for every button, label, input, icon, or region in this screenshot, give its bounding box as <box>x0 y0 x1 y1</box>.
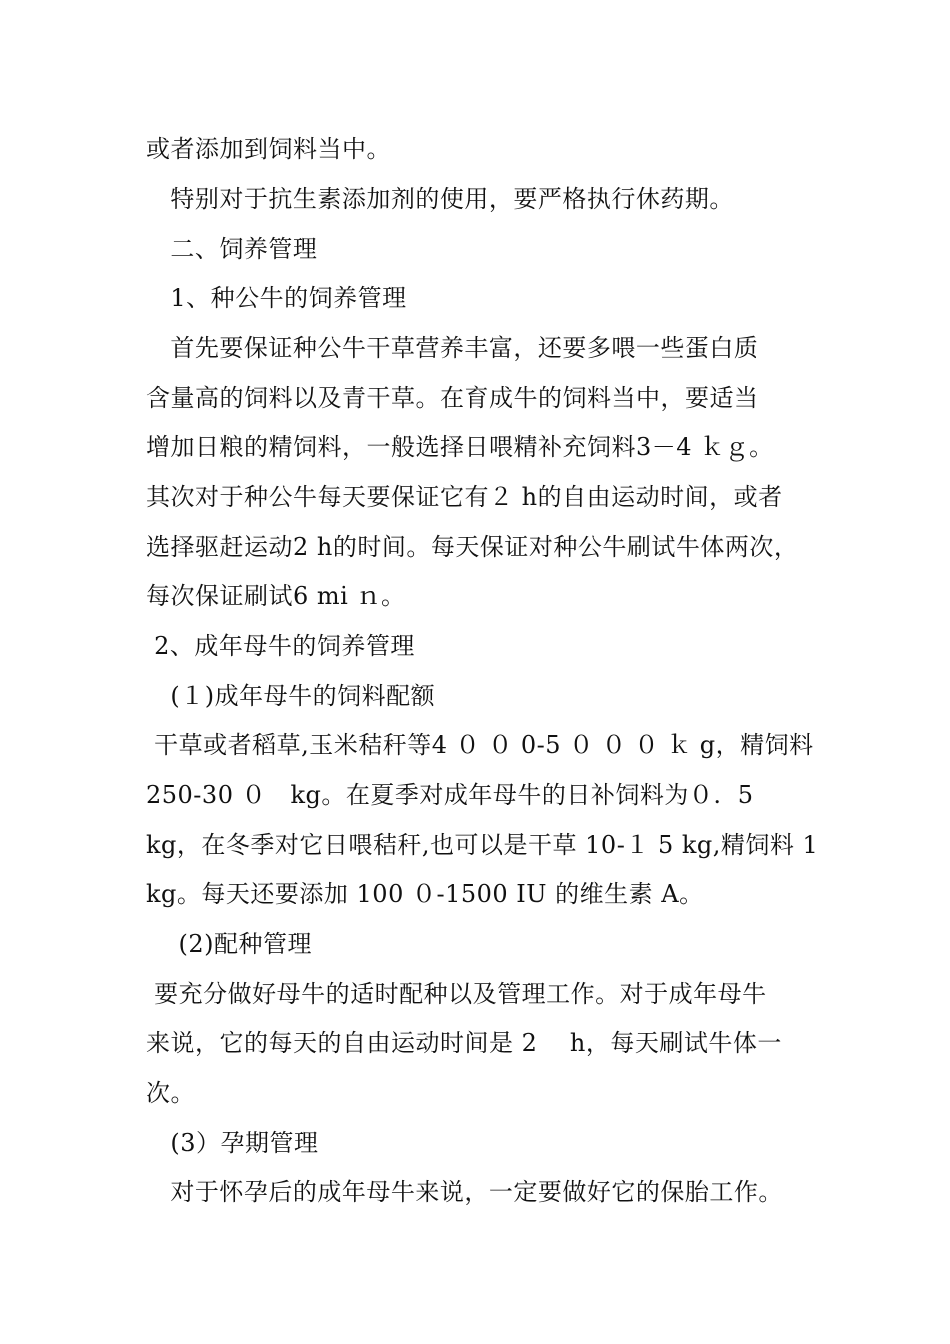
text-line: 250-30 ０ kg。在夏季对成年母牛的日补饲料为０. 5 <box>146 781 754 809</box>
item-heading: (2)配种管理 <box>146 930 313 958</box>
text-line: 或者添加到饲料当中。 <box>146 135 391 163</box>
text-line: 特别对于抗生素添加剂的使用，要严格执行休药期。 <box>146 185 734 213</box>
text-line: 干草或者稻草,玉米秸秆等4 ０ ０ 0-5 ０ ０ ０ ｋ g，精饲料 <box>146 731 814 759</box>
text-line: 要充分做好母牛的适时配种以及管理工作。对于成年母牛 <box>146 980 767 1008</box>
item-heading: (3）孕期管理 <box>146 1129 319 1157</box>
text-line: 增加日粮的精饲料，一般选择日喂精补充饲料3－4 ｋｇ。 <box>146 433 774 461</box>
text-line: 选择驱赶运动2 h的时间。每天保证对种公牛刷试牛体两次， <box>146 533 799 561</box>
item-heading: (１)成年母牛的饲料配额 <box>146 682 436 710</box>
text-line: 次。 <box>146 1079 195 1107</box>
text-line: 其次对于种公牛每天要保证它有２ h的自由运动时间，或者 <box>146 483 783 511</box>
text-line: 对于怀孕后的成年母牛来说，一定要做好它的保胎工作。 <box>146 1178 783 1206</box>
subsection-heading: 1、种公牛的饲养管理 <box>146 284 407 312</box>
text-line: kg，在冬季对它日喂秸秆,也可以是干草 10-１ 5 kg,精饲料 1 <box>146 831 819 859</box>
text-line: 来说，它的每天的自由运动时间是 2 h，每天刷试牛体一 <box>146 1029 782 1057</box>
subsection-heading: 2、成年母牛的饲养管理 <box>146 632 415 660</box>
text-line: 每次保证刷试6 mi ｎ。 <box>146 582 406 610</box>
section-heading: 二、饲养管理 <box>146 235 318 263</box>
text-line: 含量高的饲料以及青干草。在育成牛的饲料当中，要适当 <box>146 384 759 412</box>
text-line: 首先要保证种公牛干草营养丰富，还要多喂一些蛋白质 <box>146 334 759 362</box>
text-line: kg。每天还要添加 100 ０-1500 IU 的维生素 A。 <box>146 880 704 908</box>
